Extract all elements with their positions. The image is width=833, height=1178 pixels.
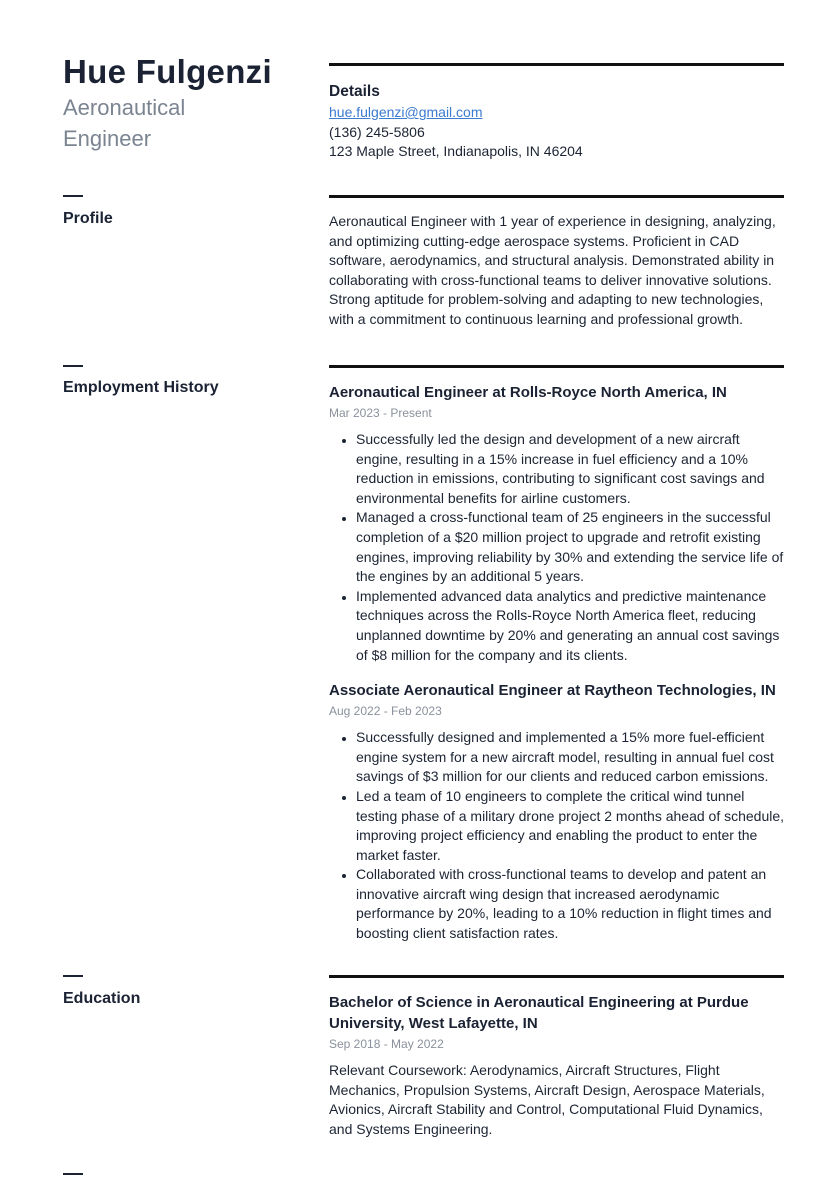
bullet-item: • Implemented advanced data analytics and predictive maintenance techniques across the Rolls-Royce North America fleet, reducing unplanned downtime by 20% and generating an annual cost savings of $8 million for the company and its clients. — [356, 587, 786, 665]
bullet-item: • Successfully designed and implemented a 15% more fuel-efficient engine system for a new aircraft model, resulting in annual fuel cost savings of $3 million for our clients and reduced carbon emissions. — [356, 728, 786, 787]
bullet-item: • Managed a cross-functional team of 25 engineers in the successful completion of a $20 million project to upgrade and retrofit existing engines, improving reliability by 30% and extending the service life of the engines by an additional 5 years. — [356, 508, 786, 586]
job-entry — [329, 680, 786, 944]
next-section-dash — [63, 1173, 83, 1175]
employment-rule — [329, 365, 784, 368]
education-rule — [329, 975, 784, 978]
bullet-item: • Led a team of 10 engineers to complete the critical wind tunnel testing phase of a military drone project 2 months ahead of schedule, improving project efficiency and enabling the product to enter the market faster. — [356, 787, 786, 865]
job-dates: Aug 2022 - Feb 2023 — [329, 704, 442, 719]
job-title: Aeronautical Engineer at Rolls-Royce North America, IN — [329, 384, 727, 401]
profile-dash — [63, 195, 83, 197]
education-dash — [63, 975, 83, 977]
profile-rule — [329, 195, 784, 198]
details-heading: Details — [329, 83, 380, 100]
details-section — [329, 81, 786, 162]
job-bullets — [329, 430, 786, 665]
employment-heading: Employment History — [63, 379, 219, 396]
job-entry — [329, 382, 786, 665]
job-title: Associate Aeronautical Engineer at Raytheon Technologies, IN — [329, 682, 776, 700]
job-bullets — [329, 728, 786, 944]
coursework-text: Relevant Coursework: Aerodynamics, Aircraft Structures, Flight Mechanics, Propulsion Systems, Aircraft Design, Aerospace Materials, Avionics, Aircraft Stability and Control, Computational Fluid Dynamics, and Systems Engineering. — [329, 1062, 765, 1137]
candidate-role: Aeronautical Engineer — [63, 95, 186, 151]
details-rule — [329, 63, 784, 66]
job-dates: Mar 2023 - Present — [329, 406, 432, 420]
address: 123 Maple Street, Indianapolis, IN 46204 — [329, 143, 583, 160]
profile-text: Aeronautical Engineer with 1 year of experience in designing, analyzing, and optimizing cutting-edge aerospace systems. Proficient in CAD software, aerodynamics, and structural analysis. Demonstrated ability in collaborating with cross-functional teams to deliver innovative solutions. Strong aptitude for problem-solving and adapting to new technologies, with a commitment to continuous learning and professional growth. — [329, 213, 776, 327]
candidate-name: Hue Fulgenzi — [63, 53, 272, 90]
email-link[interactable]: hue.fulgenzi@gmail.com — [329, 104, 483, 120]
employment-dash — [63, 365, 83, 367]
phone-number: (136) 245-5806 — [329, 123, 425, 140]
education-section — [329, 992, 765, 1139]
bullet-item: • Successfully led the design and development of a new aircraft engine, resulting in a 15% increase in fuel efficiency and a 10% reduction in emissions, contributing to significant cost savings and environmental benefits for airline customers. — [356, 430, 786, 508]
education-dates: Sep 2018 - May 2022 — [329, 1037, 444, 1051]
bullet-item: • Collaborated with cross-functional teams to develop and patent an innovative aircraft wing design that increased aerodynamic performance by 20%, leading to a 10% reduction in flight times and boosting client satisfaction rates. — [356, 865, 786, 943]
profile-heading: Profile — [63, 210, 113, 227]
degree-title: Bachelor of Science in Aeronautical Engineering at Purdue University, West Lafayette, IN — [329, 994, 749, 1032]
education-heading: Education — [63, 990, 141, 1007]
employment-section — [329, 382, 786, 944]
